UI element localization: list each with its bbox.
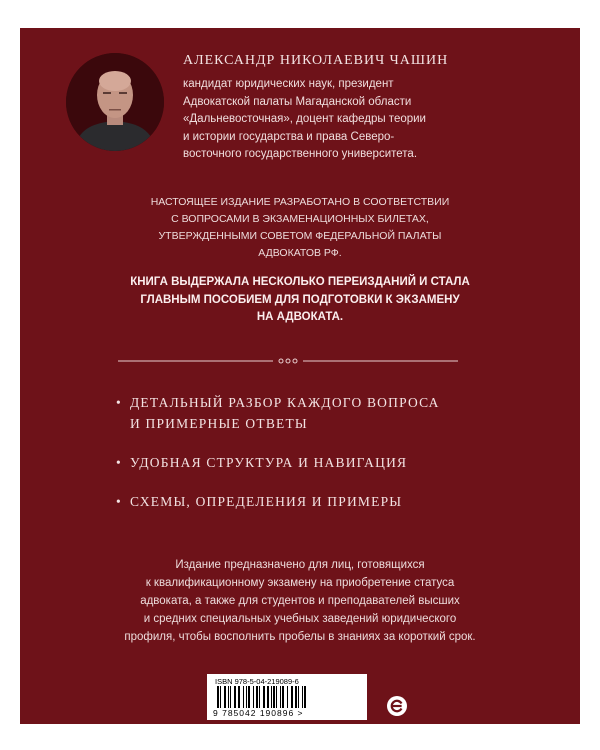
author-bio-line: Адвокатской палаты Магаданской области bbox=[183, 95, 412, 108]
barcode-bar bbox=[234, 686, 236, 708]
audience-line: к квалификационному экзамену на приобретение статуса bbox=[145, 577, 455, 589]
barcode-bar bbox=[230, 686, 231, 708]
barcode-bar bbox=[304, 686, 306, 708]
barcode-bar bbox=[267, 686, 269, 708]
barcode-bar bbox=[238, 686, 240, 708]
edition-note-line: С ВОПРОСАМИ В ЭКЗАМЕНАЦИОННЫХ БИЛЕТАХ, bbox=[171, 213, 429, 225]
bold-note bbox=[20, 274, 580, 327]
edition-note-line: НАСТОЯЩЕЕ ИЗДАНИЕ РАЗРАБОТАНО В СООТВЕТСТВИИ bbox=[150, 196, 450, 208]
bold-note-line: НА АДВОКАТА. bbox=[256, 311, 344, 323]
barcode bbox=[207, 674, 367, 720]
barcode-bar bbox=[287, 686, 288, 708]
barcode-bar bbox=[253, 686, 254, 708]
barcode-bar bbox=[291, 686, 293, 708]
ornament-divider bbox=[118, 356, 458, 366]
author-name: АЛЕКСАНДР НИКОЛАЕВИЧ ЧАШИН bbox=[183, 53, 449, 68]
isbn-label: ISBN 978-5-04-219089-6 bbox=[215, 677, 299, 686]
bold-note-line: ГЛАВНЫМ ПОСОБИЕМ ДЛЯ ПОДГОТОВКИ К ЭКЗАМЕНУ bbox=[140, 293, 460, 306]
author-bio-line: «Дальневосточная», доцент кафедры теории bbox=[183, 113, 426, 125]
edition-note-line: АДВОКАТОВ РФ. bbox=[258, 247, 342, 259]
feature-line: СХЕМЫ, ОПРЕДЕЛЕНИЯ И ПРИМЕРЫ bbox=[130, 494, 403, 509]
feature-line: ДЕТАЛЬНЫЙ РАЗБОР КАЖДОГО ВОПРОСА bbox=[130, 395, 440, 410]
audience-line: профиля, чтобы восполнить пробелы в знаниях за короткий срок. bbox=[124, 631, 476, 643]
barcode-bar bbox=[276, 686, 277, 708]
feature-item bbox=[116, 392, 440, 434]
author-bio-line: и истории государства и права Северо- bbox=[183, 130, 395, 143]
audience-line: адвоката, а также для студентов и преподавателей высших bbox=[140, 595, 460, 607]
barcode-number: 9 785042 190896 > bbox=[213, 708, 304, 718]
edition-note bbox=[20, 194, 580, 262]
author-bio-line: восточного государственного университета. bbox=[183, 148, 418, 160]
audience-line: и средних специальных учебных заведений юридического bbox=[143, 613, 457, 625]
barcode-bar bbox=[273, 686, 275, 708]
barcode-bar bbox=[243, 686, 244, 708]
feature-item bbox=[116, 452, 440, 473]
audience-description bbox=[20, 556, 580, 646]
barcode-bar bbox=[298, 686, 299, 708]
barcode-bar bbox=[280, 686, 281, 708]
feature-item bbox=[116, 491, 440, 512]
barcode-bar bbox=[263, 686, 265, 708]
barcode-bar bbox=[271, 686, 272, 708]
author-bio-line: кандидат юридических наук, президент bbox=[183, 78, 394, 90]
bold-note-line: КНИГА ВЫДЕРЖАЛА НЕСКОЛЬКО ПЕРЕИЗДАНИЙ И СТАЛА bbox=[130, 276, 470, 288]
barcode-bar bbox=[224, 686, 226, 708]
author-portrait-icon bbox=[66, 53, 164, 151]
bullet-icon: • bbox=[116, 395, 122, 410]
author-bio bbox=[183, 76, 503, 164]
barcode-bar bbox=[217, 686, 219, 708]
bullet-icon: • bbox=[116, 494, 122, 509]
barcode-bars bbox=[215, 686, 361, 708]
bullet-icon: • bbox=[116, 455, 122, 470]
barcode-bar bbox=[302, 686, 303, 708]
barcode-bar bbox=[295, 686, 297, 708]
feature-line: УДОБНАЯ СТРУКТУРА И НАВИГАЦИЯ bbox=[130, 455, 408, 470]
barcode-bar bbox=[220, 686, 221, 708]
edition-note-line: УТВЕРЖДЕННЫМИ СОВЕТОМ ФЕДЕРАЛЬНОЙ ПАЛАТЫ bbox=[158, 230, 442, 242]
publisher-logo-icon bbox=[386, 695, 408, 717]
author-photo bbox=[66, 53, 164, 151]
barcode-bar bbox=[248, 686, 250, 708]
feature-list bbox=[116, 392, 440, 512]
barcode-bar bbox=[282, 686, 284, 708]
feature-line: И ПРИМЕРНЫЕ ОТВЕТЫ bbox=[130, 416, 308, 431]
barcode-bar bbox=[246, 686, 247, 708]
barcode-bar bbox=[228, 686, 229, 708]
barcode-bar bbox=[259, 686, 260, 708]
barcode-bar bbox=[256, 686, 258, 708]
audience-line: Издание предназначено для лиц, готовящихся bbox=[175, 559, 425, 571]
back-cover bbox=[20, 28, 580, 724]
